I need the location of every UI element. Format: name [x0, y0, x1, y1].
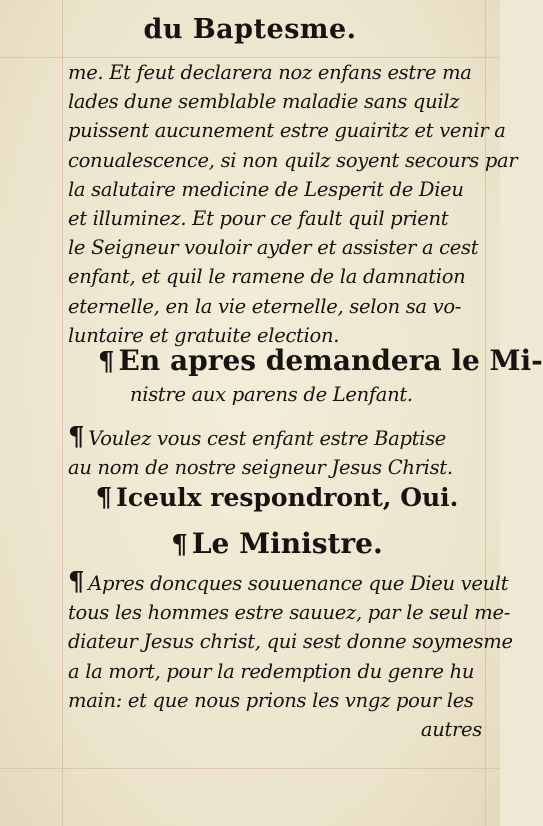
pilcrow-icon: ¶ [95, 483, 113, 513]
paragraph-3 [68, 567, 513, 744]
text-line: la salutaire medicine de Lesperit de Dieu [68, 177, 464, 201]
text-line: conualescence, si non quilz soyent secours par [68, 148, 518, 172]
paragraph-2 [68, 423, 486, 482]
page-rule-bottom [0, 768, 500, 769]
rubric-line: ¶ Le Ministre. [171, 527, 383, 560]
text-line: ¶ Apres doncques souuenance que Dieu veult [68, 567, 509, 597]
text-line: eternelle, en la vie eternelle, selon sa vo- [68, 294, 462, 318]
rubric-line: ¶ En apres demandera le Mi- [98, 344, 543, 377]
rubric-2 [68, 526, 486, 563]
pilcrow-icon: ¶ [68, 422, 85, 452]
text-line: ¶ Voulez vous cest enfant estre Baptise [68, 422, 447, 452]
response-line [68, 480, 486, 516]
text-line: au nom de nostre seigneur Jesus Christ. [68, 456, 453, 480]
text-line: et illuminez. Et pour ce fault quil prient [68, 207, 449, 231]
pilcrow-icon: ¶ [171, 530, 188, 560]
running-head: du Baptesme. [143, 14, 357, 45]
response-text: ¶ Iceulx respondront, Oui. [95, 483, 459, 513]
text-line: enfant, et quil le ramene de la damnation [68, 265, 466, 289]
text-line: lades dune semblable maladie sans quilz [68, 90, 460, 114]
text-line: a la mort, pour la redemption du genre hu [68, 659, 475, 683]
page-rule-left [62, 0, 63, 826]
text-line: luntaire et gratuite election. [68, 323, 340, 347]
text-line: puissent aucunement estre guairitz et venir a [68, 119, 506, 143]
rubric-1 [68, 343, 543, 409]
pilcrow-icon: ¶ [98, 347, 115, 377]
text-line: tous les hommes estre sauuez, par le seul me- [68, 601, 511, 625]
text-line: me. Et feut declarera noz enfans estre ma [68, 61, 472, 84]
paragraph-1 [68, 58, 518, 350]
rubric-line: nistre aux parens de Lenfant. [130, 383, 413, 406]
text-line: diateur Jesus christ, qui sest donne soymesme [68, 630, 513, 654]
text-line: main: et que nous prions les vngz pour les [68, 688, 474, 712]
pilcrow-icon: ¶ [68, 567, 85, 597]
catchword: autres [420, 718, 482, 742]
text-line: le Seigneur vouloir ayder et assister a cest [68, 236, 479, 260]
